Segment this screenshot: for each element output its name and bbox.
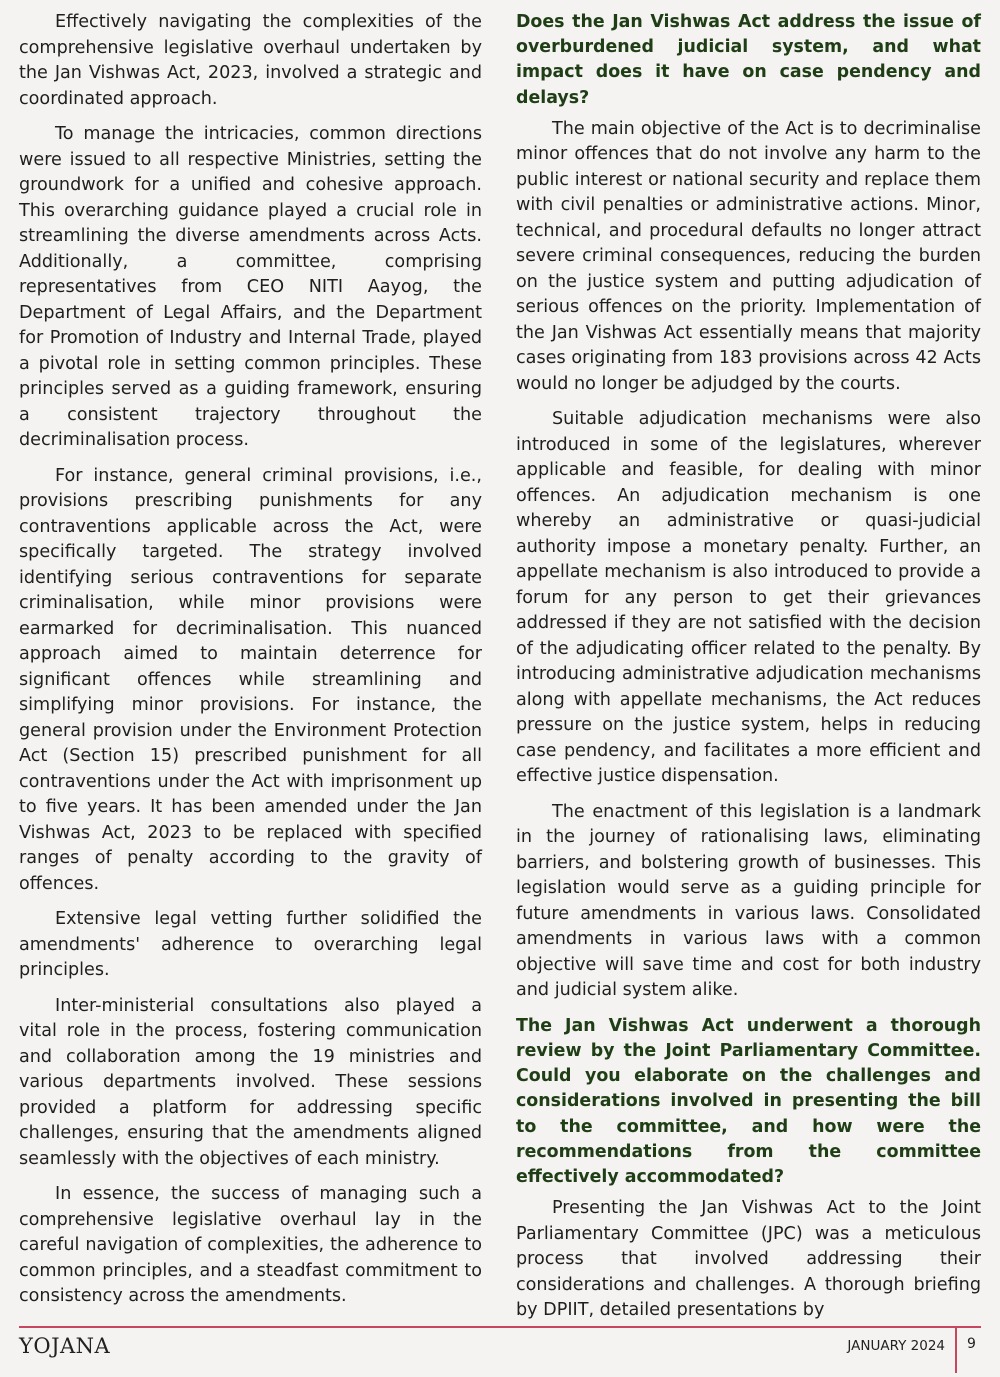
paragraph: In essence, the success of managing such a comprehensive legislative overhaul lay in the careful navigation of complexities, the adherence to common principles, and a steadfast commitment to consistency across the amendments. (19, 1184, 482, 1306)
issue-date: JANUARY 2024 (847, 1338, 945, 1354)
left-column (19, 10, 482, 1320)
magazine-name: YOJANA (19, 1334, 111, 1358)
paragraph: Presenting the Jan Vishwas Act to the Joint Parliamentary Committee (JPC) was a meticulous process that involved addressing their considerations and challenges. A thorough briefing by DPIIT, detailed presentations by (516, 1198, 981, 1321)
page-number: 9 (967, 1336, 976, 1352)
paragraph: Suitable adjudication mechanisms were also introduced in some of the legislatures, wherever applicable and feasible, for dealing with minor offences. An adjudication mechanism is one whereby an administrative or quasi-judicial authority impose a monetary penalty. Further, an appellate mechanism is also introduced to provide a forum for any person to get their grievances addressed if they are not satisfied with the decision of the adjudicating officer related to the penalty. By introducing administrative adjudication mechanisms along with appellate mechanisms, the Act reduces pressure on the justice system, helps in reducing case pendency, and facilitates a more efficient and effective justice dispensation. (516, 409, 981, 787)
paragraph: Extensive legal vetting further solidified the amendments' adherence to overarching legal principles. (19, 909, 482, 980)
paragraph: For instance, general criminal provisions, i.e., provisions prescribing punishments for any contraventions applicable across the Act, were specifically targeted. The strategy involved identifying serious contraventions for separate criminalisation, while minor provisions were earmarked for decriminalisation. This nuanced approach aimed to maintain deterrence for significant offences while streamlining and simplifying minor provisions. For instance, the general provision under the Environment Protection Act (Section 15) prescribed punishment for all contraventions under the Act with imprisonment up to five years. It has been amended under the Jan Vishwas Act, 2023 to be replaced with specified ranges of penalty according to the gravity of offences. (19, 465, 482, 894)
question-heading: Does the Jan Vishwas Act address the issue of overburdened judicial system, and what impact does it have on case pendency and delays? (516, 12, 981, 108)
right-column (516, 10, 981, 1334)
page-footer (0, 1322, 1000, 1377)
paragraph: The main objective of the Act is to decriminalise minor offences that do not involve any harm to the public interest or national security and replace them with civil penalties or administrative actions. Minor, technical, and procedural defaults no longer attract severe criminal consequences, reducing the burden on the justice system and putting adjudication of serious offences on the priority. Implementation of the Jan Vishwas Act essentially means that majority cases originating from 183 provisions across 42 Acts would no longer be adjudged by the courts. (516, 118, 981, 394)
footer-separator (955, 1328, 957, 1373)
footer-rule (19, 1326, 981, 1328)
paragraph: Inter-ministerial consultations also played a vital role in the process, fostering communication and collaboration among the 19 ministries and various departments involved. These sessions provided a platform for addressing specific challenges, ensuring that the amendments aligned seamlessly with the objectives of each ministry. (19, 995, 482, 1169)
question-heading: The Jan Vishwas Act underwent a thorough review by the Joint Parliamentary Committee. Could you elaborate on the challenges and considerations involved in presenting the bill to the committee, and how were the recommendations from the committee effectively accommodated? (516, 1015, 981, 1188)
paragraph: To manage the intricacies, common directions were issued to all respective Ministries, setting the groundwork for a unified and cohesive approach. This overarching guidance played a crucial role in streamlining the diverse amendments across Acts. Additionally, a committee, comprising representatives from CEO NITI Aayog, the Department of Legal Affairs, and the Department for Promotion of Industry and Internal Trade, played a pivotal role in setting common principles. These principles served as a guiding framework, ensuring a consistent trajectory throughout the decriminalisation process. (19, 124, 482, 450)
paragraph: Effectively navigating the complexities of the comprehensive legislative overhaul undertaken by the Jan Vishwas Act, 2023, involved a strategic and coordinated approach. (19, 12, 482, 109)
paragraph: The enactment of this legislation is a landmark in the journey of rationalising laws, eliminating barriers, and bolstering growth of businesses. This legislation would serve as a guiding principle for future amendments in various laws. Consolidated amendments in various laws with a common objective will save time and cost for both industry and judicial system alike. (516, 801, 981, 1001)
